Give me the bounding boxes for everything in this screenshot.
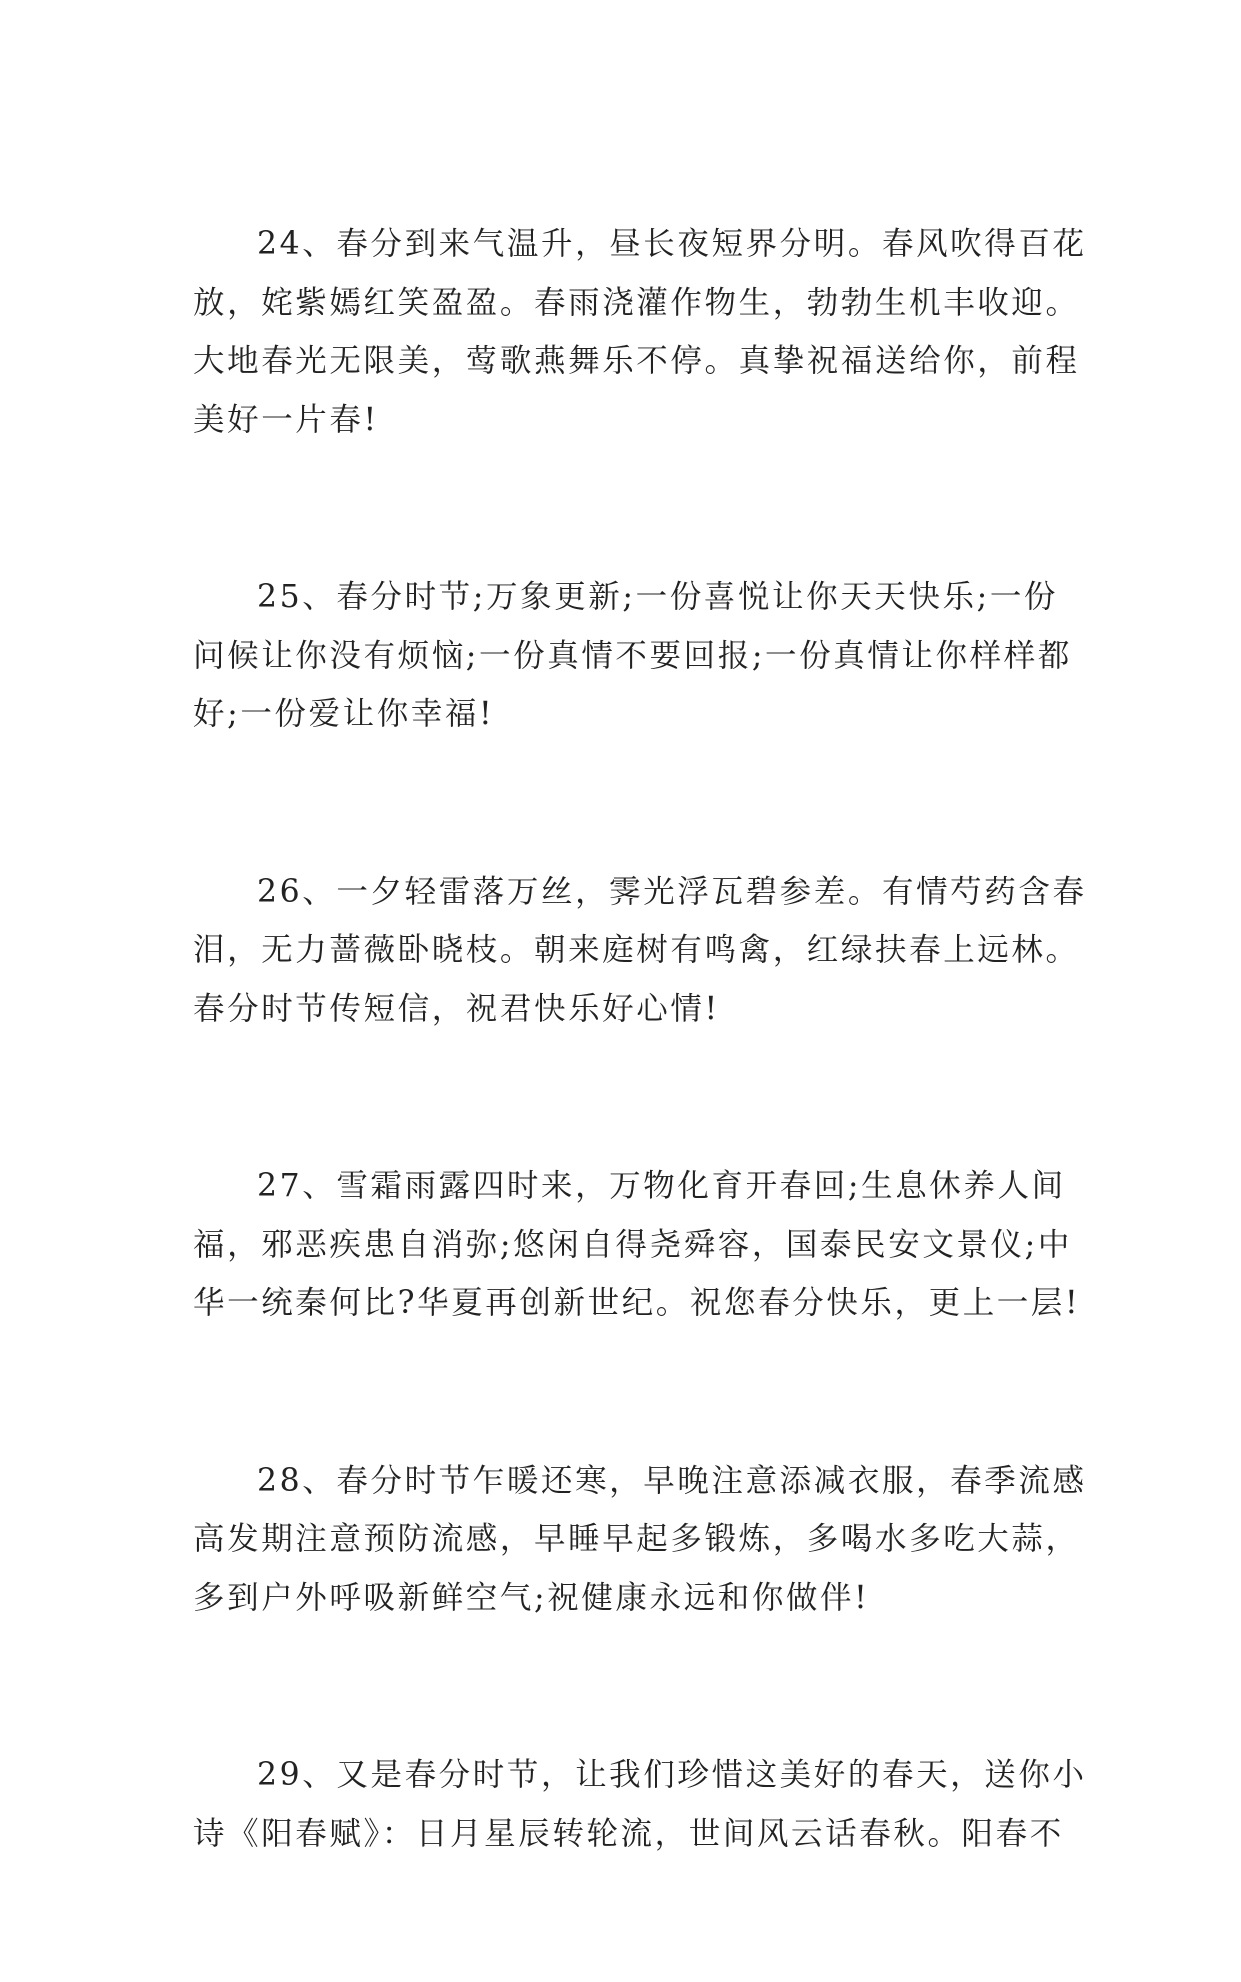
paragraph-26 [193, 863, 1087, 1039]
paragraph-line: 大地春光无限美，莺歌燕舞乐不停。真挚祝福送给你，前程 [193, 343, 1080, 379]
paragraph-line: 放，姹紫嫣红笑盈盈。春雨浇灌作物生，勃勃生机丰收迎。 [193, 284, 1080, 321]
paragraph-line: 问候让你没有烦恼;一份真情不要回报;一份真情让你样样都 [193, 637, 1072, 674]
paragraph-line: 好;一份爱让你幸福! [193, 696, 495, 732]
paragraph-line: 华一统秦何比?华夏再创新世纪。祝您春分快乐，更上一层! [193, 1285, 1081, 1321]
paragraph-line: 29、又是春分时节，让我们珍惜这美好的春天，送你小 [257, 1757, 1087, 1793]
paragraph-line: 27、雪霜雨露四时来，万物化育开春回;生息休养人间 [257, 1168, 1066, 1204]
paragraph-line: 高发期注意预防流感，早睡早起多锻炼，多喝水多吃大蒜， [193, 1521, 1080, 1557]
paragraph-line: 24、春分到来气温升，昼长夜短界分明。春风吹得百花 [257, 226, 1087, 262]
paragraph-line: 28、春分时节乍暖还寒，早晚注意添减衣服，春季流感 [257, 1462, 1087, 1499]
paragraph-line: 诗《阳春赋》：日月星辰转轮流，世间风云话春秋。阳春不 [193, 1815, 1064, 1852]
paragraph-28 [193, 1452, 1087, 1628]
paragraph-line: 春分时节传短信，祝君快乐好心情! [193, 990, 720, 1027]
paragraph-line: 25、春分时节;万象更新;一份喜悦让你天天快乐;一份 [257, 579, 1059, 615]
document-body [193, 215, 1087, 1982]
paragraph-line: 26、一夕轻雷落万丝，霁光浮瓦碧参差。有情芍药含春 [257, 873, 1087, 910]
paragraph-27 [193, 1157, 1081, 1333]
paragraph-line: 美好一片春! [193, 401, 379, 438]
paragraph-24 [193, 215, 1087, 449]
paragraph-line: 福，邪恶疾患自消弥;悠闲自得尧舜容，国泰民安文景仪;中 [193, 1226, 1072, 1263]
paragraph-25 [193, 568, 1072, 744]
paragraph-29 [193, 1746, 1087, 1863]
paragraph-line: 泪，无力蔷薇卧晓枝。朝来庭树有鸣禽，红绿扶春上远林。 [193, 932, 1080, 968]
paragraph-line: 多到户外呼吸新鲜空气;祝健康永远和你做伴! [193, 1579, 870, 1616]
